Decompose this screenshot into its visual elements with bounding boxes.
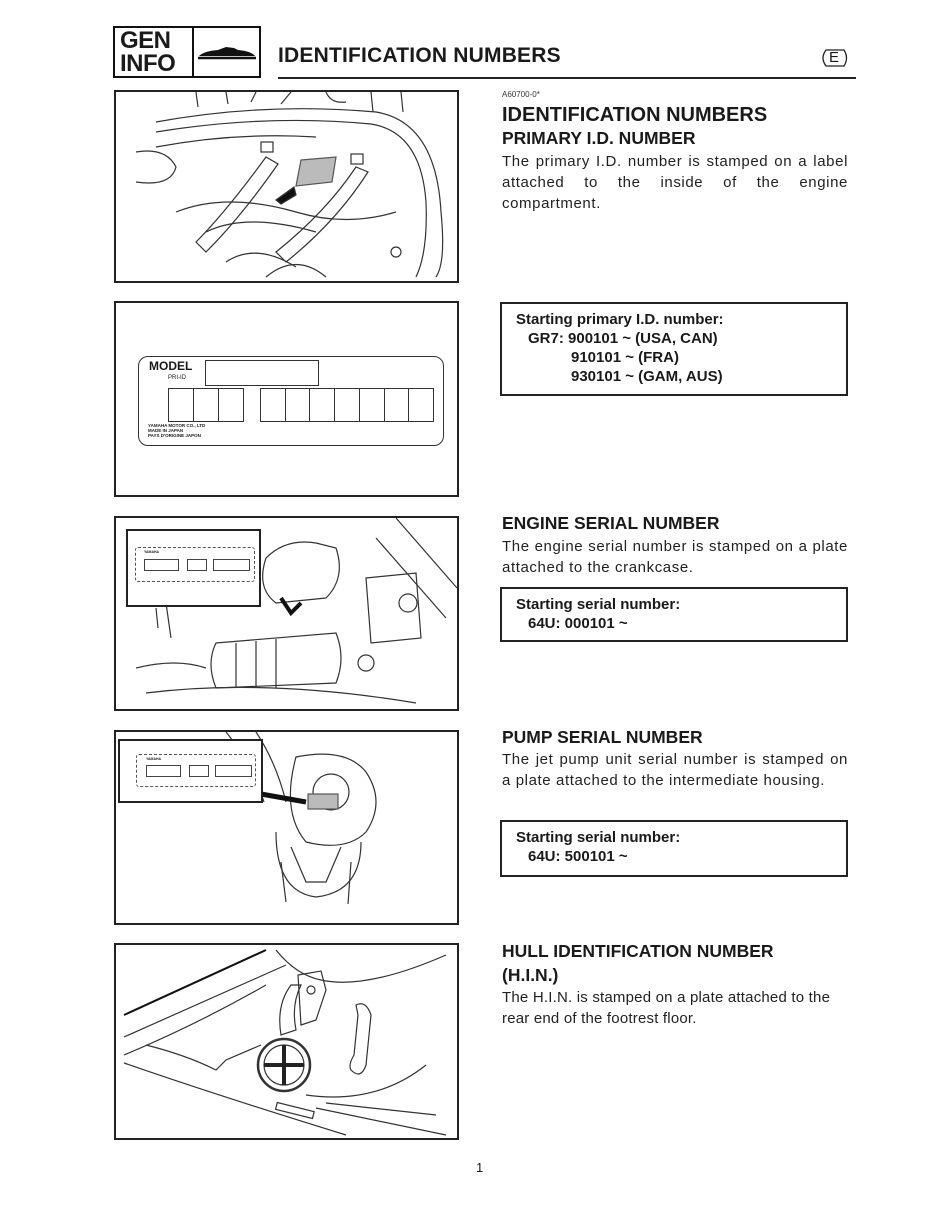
maker-line: MADE IN JAPAN bbox=[148, 428, 184, 433]
section-badge bbox=[113, 26, 261, 78]
plate-field bbox=[146, 765, 181, 777]
spec-box-primary-id bbox=[500, 302, 848, 396]
document-code: A60700-0* bbox=[502, 90, 540, 99]
plate-field bbox=[144, 559, 179, 571]
spec-line: 930101 ~ (GAM, AUS) bbox=[571, 368, 723, 385]
text-engine-serial: The engine serial number is stamped on a plate attached to the crankcase. bbox=[502, 538, 848, 576]
engine-plate-inset bbox=[126, 529, 261, 607]
spec-label: Starting serial number: bbox=[516, 596, 681, 613]
plate-brand: YAMAHA bbox=[146, 757, 162, 761]
label-maker-text bbox=[148, 423, 205, 438]
label-model-text: MODEL bbox=[149, 359, 193, 373]
main-heading: IDENTIFICATION NUMBERS bbox=[502, 104, 768, 126]
label-model-field bbox=[205, 360, 319, 386]
heading-primary-id: PRIMARY I.D. NUMBER bbox=[502, 128, 696, 148]
page-number: 1 bbox=[476, 1160, 484, 1175]
figure-primary-id-label bbox=[114, 301, 459, 497]
text-hull-id: The H.I.N. is stamped on a plate attached to the rear end of the footrest floor. bbox=[502, 989, 831, 1027]
figure-engine-serial bbox=[114, 516, 459, 711]
plate-field bbox=[215, 765, 252, 777]
spec-line: 910101 ~ (FRA) bbox=[571, 349, 679, 366]
spec-line: 64U: 500101 ~ bbox=[528, 848, 628, 865]
text-primary-id: The primary I.D. number is stamped on a label attached to the inside of the engine compartment. bbox=[502, 153, 848, 212]
spec-line: GR7: 900101 ~ (USA, CAN) bbox=[528, 330, 718, 347]
plate-brand: YAMAHA bbox=[144, 550, 160, 554]
figure-hull-id bbox=[114, 943, 459, 1140]
figure-pump-serial bbox=[114, 730, 459, 925]
page-header-title: IDENTIFICATION NUMBERS bbox=[278, 44, 561, 67]
heading-hull-id-abbr: (H.I.N.) bbox=[502, 965, 559, 985]
label-pri-id-text: PRI-ID bbox=[168, 375, 186, 381]
plate-field bbox=[189, 765, 209, 777]
heading-pump-serial: PUMP SERIAL NUMBER bbox=[502, 727, 703, 747]
spec-line: 64U: 000101 ~ bbox=[528, 615, 628, 632]
section-badge-text bbox=[115, 28, 194, 76]
spec-box-pump-serial bbox=[500, 820, 848, 877]
header-divider bbox=[278, 77, 856, 79]
pump-plate-inset bbox=[118, 739, 263, 803]
language-badge-letter: E bbox=[828, 49, 839, 66]
spec-label: Starting primary I.D. number: bbox=[516, 311, 724, 328]
badge-line-info: INFO bbox=[120, 50, 176, 77]
figure-engine-compartment bbox=[114, 90, 459, 283]
label-number-boxes bbox=[260, 388, 434, 422]
badge-line-gen: GEN bbox=[120, 27, 171, 54]
language-badge bbox=[818, 48, 850, 68]
spec-box-engine-serial bbox=[500, 587, 848, 642]
text-pump-serial: The jet pump unit serial number is stamped on a plate attached to the intermediate housing. bbox=[502, 751, 848, 789]
maker-line: PAYS D'ORIGINE JAPON bbox=[148, 433, 201, 438]
spec-label: Starting serial number: bbox=[516, 829, 681, 846]
label-prefix-boxes bbox=[168, 388, 244, 422]
plate-field bbox=[187, 559, 207, 571]
watercraft-icon bbox=[194, 28, 259, 76]
plate-field bbox=[213, 559, 250, 571]
heading-engine-serial: ENGINE SERIAL NUMBER bbox=[502, 513, 720, 533]
maker-line: YAMAHA MOTOR CO., LTD bbox=[148, 423, 206, 428]
heading-hull-id: HULL IDENTIFICATION NUMBER bbox=[502, 941, 774, 961]
